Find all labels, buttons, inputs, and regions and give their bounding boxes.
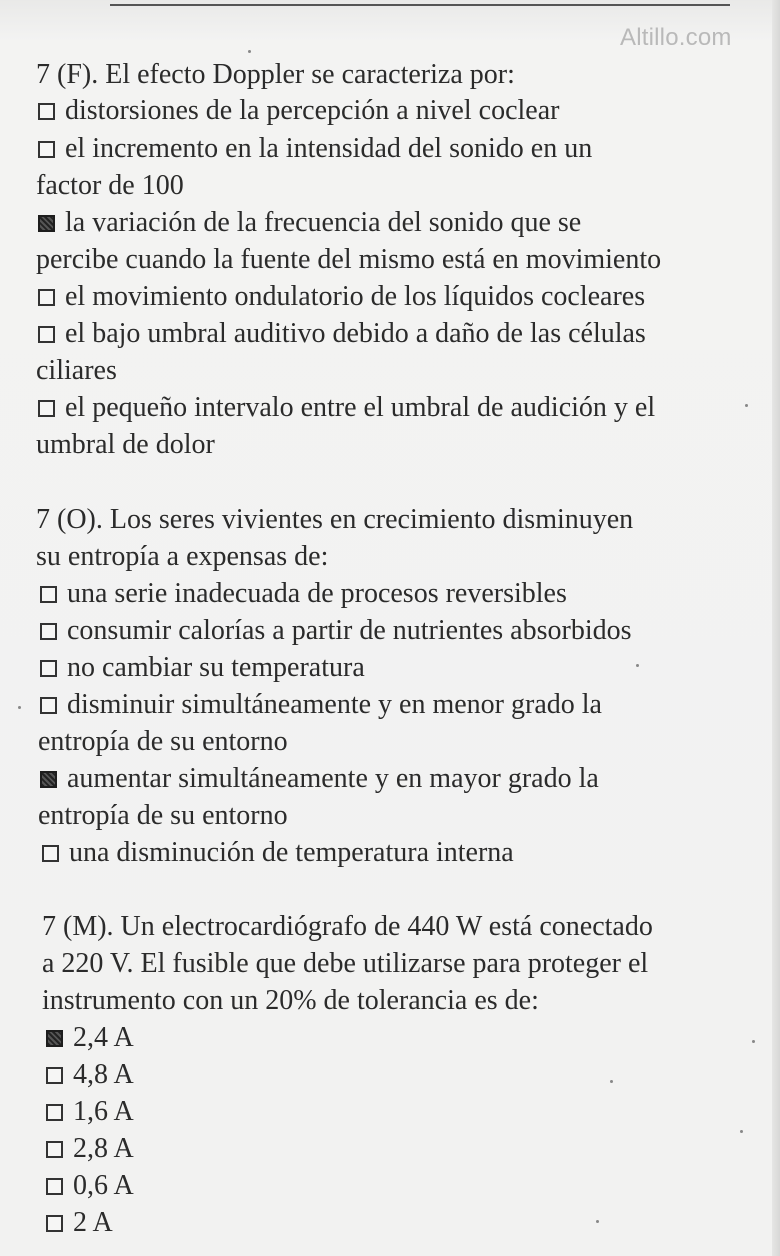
option-line — [46, 1131, 134, 1167]
scan-speck — [636, 664, 639, 667]
option-text: 2 A — [73, 1207, 113, 1238]
option-text: la variación de la frecuencia del sonido que se — [65, 207, 582, 238]
question-stem: 7 (F). El efecto Doppler se caracteriza por: — [36, 59, 515, 90]
option-line — [40, 687, 602, 723]
option-text: el movimiento ondulatorio de los líquidos cocleares — [65, 281, 646, 312]
checkbox — [40, 697, 57, 714]
option-text: el pequeño intervalo entre el umbral de audición y el — [65, 392, 656, 423]
question-stem: 7 (M). Un electrocardiógrafo de 440 W está conectado — [42, 911, 653, 942]
option-text: 2,8 A — [73, 1133, 134, 1164]
option-text: el incremento en la intensidad del sonido en un — [65, 133, 593, 164]
option-line — [46, 1057, 134, 1093]
option-continuation: factor de 100 — [36, 170, 184, 201]
option-text: 4,8 A — [73, 1059, 134, 1090]
scan-speck — [248, 50, 251, 53]
option-text: 0,6 A — [73, 1170, 134, 1201]
option-continuation: percibe cuando la fuente del mismo está en movimiento — [36, 244, 662, 275]
checkbox — [40, 660, 57, 677]
option-line — [38, 279, 645, 315]
checkbox — [38, 103, 55, 120]
option-line — [38, 93, 559, 129]
option-text: aumentar simultáneamente y en mayor grado la — [67, 763, 599, 794]
checkbox — [40, 623, 57, 640]
option-line — [40, 761, 599, 797]
checkbox — [46, 1030, 63, 1047]
option-line — [46, 1205, 113, 1241]
question-stem: su entropía a expensas de: — [36, 541, 329, 572]
option-continuation: entropía de su entorno — [38, 800, 288, 831]
scan-speck — [610, 1080, 613, 1083]
checkbox — [38, 400, 55, 417]
option-line — [40, 576, 567, 612]
option-text: distorsiones de la percepción a nivel coclear — [65, 95, 560, 126]
option-text: disminuir simultáneamente y en menor grado la — [67, 689, 602, 720]
question-stem: a 220 V. El fusible que debe utilizarse para proteger el — [42, 948, 649, 979]
option-text: una disminución de temperatura interna — [69, 837, 514, 868]
option-continuation: entropía de su entorno — [38, 726, 288, 757]
top-rule — [110, 4, 730, 6]
checkbox — [46, 1104, 63, 1121]
option-text: consumir calorías a partir de nutrientes absorbidos — [67, 615, 632, 646]
option-line — [46, 1094, 134, 1130]
option-text: el bajo umbral auditivo debido a daño de las células — [65, 318, 646, 349]
scan-speck — [596, 1220, 599, 1223]
option-line — [40, 650, 365, 686]
option-line — [38, 390, 655, 426]
checkbox — [40, 586, 57, 603]
checkbox — [38, 215, 55, 232]
checkbox — [38, 326, 55, 343]
option-line — [38, 131, 592, 167]
option-line — [40, 613, 632, 649]
page-edge — [772, 0, 780, 1256]
option-continuation: umbral de dolor — [36, 429, 215, 460]
option-line — [46, 1020, 134, 1056]
option-line — [38, 205, 581, 241]
scan-speck — [740, 1130, 743, 1133]
checkbox — [38, 289, 55, 306]
option-text: 1,6 A — [73, 1096, 134, 1127]
checkbox — [42, 845, 59, 862]
scan-speck — [752, 1040, 755, 1043]
watermark: Altillo.com — [620, 24, 732, 51]
option-text: una serie inadecuada de procesos reversibles — [67, 578, 567, 609]
scan-speck — [745, 404, 748, 407]
option-line — [46, 1168, 134, 1204]
checkbox — [46, 1178, 63, 1195]
option-line — [42, 835, 514, 871]
checkbox — [46, 1141, 63, 1158]
checkbox — [40, 771, 57, 788]
option-line — [38, 316, 646, 352]
question-stem: instrumento con un 20% de tolerancia es de: — [42, 985, 539, 1016]
option-text: 2,4 A — [73, 1022, 134, 1053]
checkbox — [46, 1215, 63, 1232]
option-continuation: ciliares — [36, 355, 117, 386]
scan-speck — [18, 706, 21, 709]
option-text: no cambiar su temperatura — [67, 652, 365, 683]
checkbox — [38, 141, 55, 158]
checkbox — [46, 1067, 63, 1084]
question-stem: 7 (O). Los seres vivientes en crecimiento disminuyen — [36, 504, 634, 535]
